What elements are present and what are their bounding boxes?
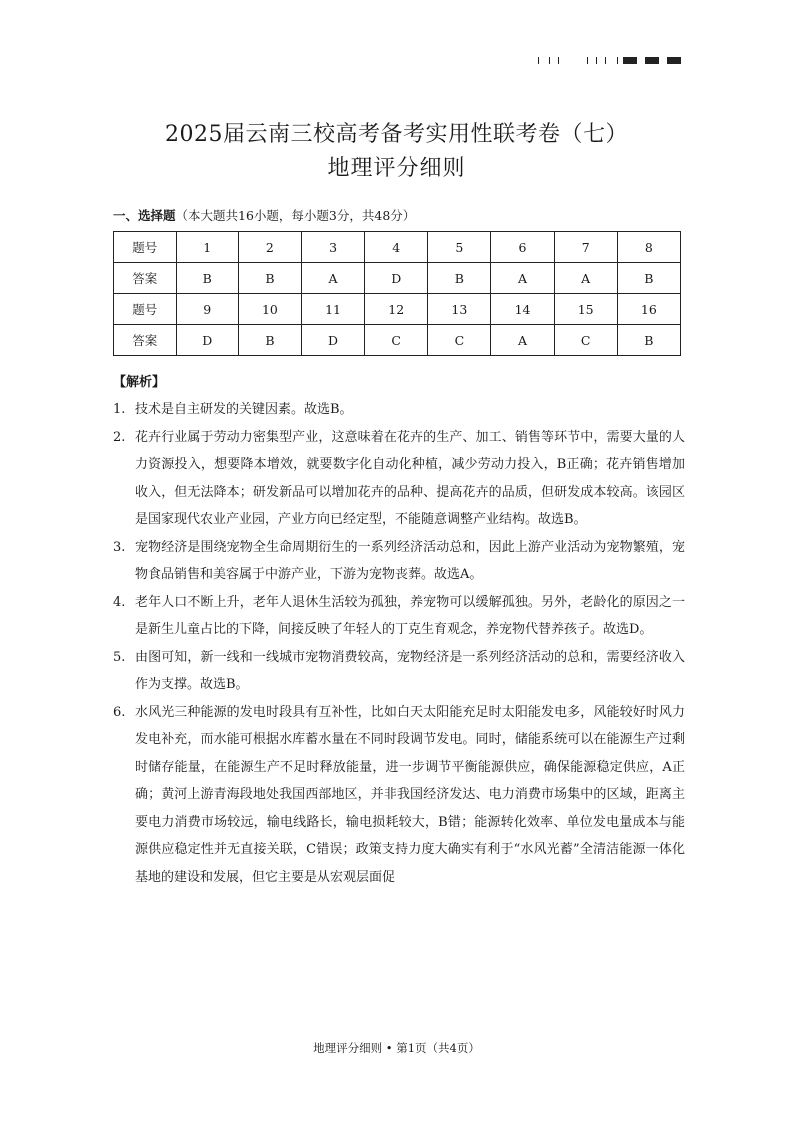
question-number: 15 — [554, 294, 617, 325]
list-item — [113, 534, 685, 589]
question-number: 11 — [301, 294, 364, 325]
list-item — [113, 644, 685, 699]
list-item — [113, 424, 685, 534]
answer-cell: A — [554, 263, 617, 294]
row-label: 题号 — [114, 294, 177, 325]
question-number: 12 — [365, 294, 428, 325]
analysis-list — [113, 396, 685, 891]
answer-cell: A — [491, 263, 554, 294]
answer-cell: C — [365, 325, 428, 356]
question-number: 4 — [365, 232, 428, 263]
item-text: 花卉行业属于劳动力密集型产业，这意味着在花卉的生产、加工、销售等环节中，需要大量的人力资源投入，想要降本增效，就要数字化自动化种植，减少劳动力投入，B正确；花卉销售增加收入，但无法降本；研发新品可以增加花卉的品种、提高花卉的品质，但研发成本较高。该园区是国家现代农业产业园，产业方向已经定型，不能随意调整产业结构。故选B。 — [135, 429, 685, 527]
question-number: 7 — [554, 232, 617, 263]
answer-cell: B — [176, 263, 238, 294]
table-row — [114, 294, 681, 325]
item-text: 由图可知，新一线和一线城市宠物消费较高，宠物经济是一系列经济活动的总和，需要经济收入作为支撑。故选B。 — [135, 649, 685, 692]
item-number: 2. — [113, 429, 126, 445]
item-text: 技术是自主研发的关键因素。故选B。 — [135, 402, 353, 417]
list-item — [113, 396, 685, 424]
analysis-heading: 【解析】 — [113, 375, 166, 390]
question-number: 14 — [491, 294, 554, 325]
question-number: 13 — [428, 294, 491, 325]
document-subtitle: 地理评分细则 — [327, 156, 466, 181]
question-number: 5 — [428, 232, 491, 263]
answer-cell: D — [365, 263, 428, 294]
answer-cell: D — [176, 325, 238, 356]
answer-cell: B — [617, 325, 680, 356]
question-number: 8 — [617, 232, 680, 263]
table-row — [114, 232, 681, 263]
section-note: （本大题共16小题，每小题3分，共48分） — [175, 208, 416, 223]
section-heading — [113, 206, 415, 224]
item-number: 6. — [113, 704, 126, 720]
answer-cell: C — [554, 325, 617, 356]
table-row — [114, 325, 681, 356]
answer-cell: B — [238, 263, 301, 294]
page-footer: 地理评分细则 • 第1页（共4页） — [313, 1041, 480, 1055]
list-item — [113, 699, 685, 892]
document-title: 2025届云南三校高考备考实用性联考卷（七） — [165, 122, 628, 147]
item-text: 老年人口不断上升，老年人退休生活较为孤独，养宠物可以缓解孤独。另外，老龄化的原因之一是新生儿童占比的下降，间接反映了年轻人的丁克生育观念，养宠物代替养孩子。故选D。 — [135, 594, 685, 637]
table-row — [114, 263, 681, 294]
row-label: 答案 — [114, 263, 177, 294]
row-label: 题号 — [114, 232, 177, 263]
item-text: 宠物经济是围绕宠物全生命周期衍生的一系列经济活动总和，因此上游产业活动为宠物繁殖，宠物食品销售和美容属于中游产业，下游为宠物丧葬。故选A。 — [135, 539, 685, 582]
answer-cell: D — [301, 325, 364, 356]
answer-table — [113, 231, 681, 356]
list-item — [113, 589, 685, 644]
question-number: 2 — [238, 232, 301, 263]
question-number: 9 — [176, 294, 238, 325]
item-text: 水风光三种能源的发电时段具有互补性，比如白天太阳能充足时太阳能发电多，风能较好时风力发电补充，而水能可根据水库蓄水量在不同时段调节发电。同时，储能系统可以在能源生产过剩时储存能量，在能源生产不足时释放能量，进一步调节平衡能源供应，确保能源稳定供应，A正确；黄河上游青海段地处我国西部地区，并非我国经济发达、电力消费市场集中的区域，距离主要电力消费市场较远，输电线路长，输电损耗较大，B错；能源转化效率、单位发电量成本与能源供应稳定性并无直接关联，C错误；政策支持力度大确实有利于“水风光蓄”全清洁能源一体化基地的建设和发展，但它主要是从宏观层面促 — [135, 704, 685, 885]
item-number: 1. — [113, 402, 126, 417]
answer-cell: A — [301, 263, 364, 294]
answer-cell: A — [491, 325, 554, 356]
question-number: 1 — [176, 232, 238, 263]
answer-cell: C — [428, 325, 491, 356]
item-number: 3. — [113, 539, 126, 555]
question-number: 6 — [491, 232, 554, 263]
item-number: 4. — [113, 594, 126, 610]
question-number: 16 — [617, 294, 680, 325]
item-number: 5. — [113, 649, 126, 665]
answer-cell: B — [238, 325, 301, 356]
barcode-mark — [538, 57, 688, 65]
answer-cell: B — [428, 263, 491, 294]
answer-cell: B — [617, 263, 680, 294]
question-number: 3 — [301, 232, 364, 263]
row-label: 答案 — [114, 325, 177, 356]
question-number: 10 — [238, 294, 301, 325]
section-title: 一、选择题 — [113, 208, 176, 223]
